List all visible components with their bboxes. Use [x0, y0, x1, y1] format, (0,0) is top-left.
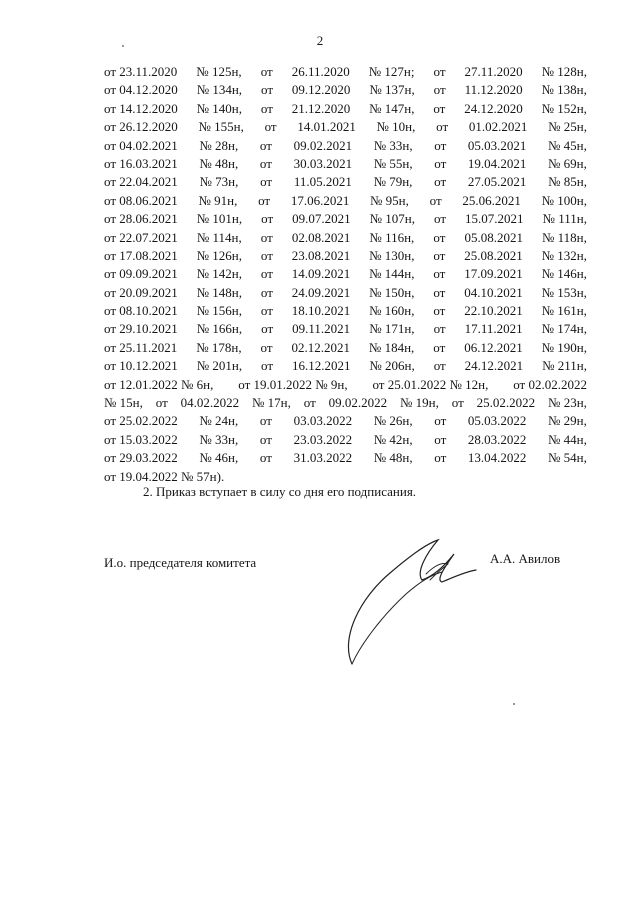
line-token: от 25.01.2022 № 12н, — [372, 376, 489, 392]
line-token: от 26.12.2020 — [104, 119, 178, 135]
line-token: от — [258, 192, 271, 208]
text-line — [104, 63, 587, 81]
line-token: от 16.03.2021 — [104, 155, 178, 171]
line-token: 01.02.2021 — [468, 119, 528, 135]
line-token: № 211н, — [542, 358, 587, 374]
line-token: 27.05.2021 — [467, 174, 527, 190]
text-line — [104, 265, 587, 283]
line-token: № 178н, — [196, 339, 242, 355]
line-token: от — [434, 174, 447, 190]
line-token: № 150н, — [369, 284, 415, 300]
line-token: 15.07.2021 — [465, 211, 524, 227]
line-token: от — [260, 303, 273, 319]
text-line — [104, 173, 587, 191]
text-line — [104, 357, 587, 375]
line-token: № 155н, — [198, 119, 244, 135]
line-token: 09.11.2021 — [292, 321, 351, 337]
line-token: от — [434, 413, 447, 429]
line-token: № 17н, — [252, 395, 291, 411]
line-token: от — [259, 155, 272, 171]
line-token: 25.06.2021 — [462, 192, 521, 208]
line-token: № 48н, — [373, 450, 413, 466]
line-token: № 44н, — [548, 431, 587, 447]
line-token: от — [260, 174, 273, 190]
line-token: от — [303, 395, 316, 411]
text-line — [104, 137, 587, 155]
line-token: от — [155, 395, 168, 411]
line-token: от 25.02.2022 — [104, 413, 178, 429]
line-token: № 15н, — [104, 395, 143, 411]
line-token: от — [433, 229, 446, 245]
line-token: № 201н, — [196, 358, 243, 374]
line-token: 22.10.2021 — [464, 303, 523, 319]
line-token: от — [260, 266, 273, 282]
line-token: № 148н, — [196, 284, 242, 300]
line-token: № 171н, — [369, 321, 415, 337]
line-token: № 156н, — [196, 303, 242, 319]
line-token: № 152н, — [541, 100, 587, 116]
line-token: от — [434, 450, 447, 466]
line-token: от 10.12.2021 — [104, 358, 178, 374]
line-token: 05.03.2022 — [467, 413, 527, 429]
line-token: 25.02.2022 — [476, 395, 536, 411]
line-token: 16.12.2021 — [291, 358, 351, 374]
line-token: № 24н, — [199, 413, 239, 429]
line-token: от — [433, 321, 446, 337]
line-token: № 114н, — [196, 229, 242, 245]
text-line — [104, 192, 587, 210]
text-line — [104, 394, 587, 412]
line-token: от 28.06.2021 — [104, 211, 178, 227]
line-token: № 55н, — [373, 155, 413, 171]
line-token: № 144н, — [369, 266, 415, 282]
text-line — [104, 247, 587, 265]
line-token: от 19.04.2022 № 57н). — [104, 468, 225, 484]
line-token: № 142н, — [196, 266, 242, 282]
line-token: № 132н, — [541, 247, 587, 263]
line-token: от 04.02.2021 — [104, 137, 178, 153]
line-token: № 26н, — [373, 413, 413, 429]
line-token: № 25н, — [548, 119, 587, 135]
line-token: № 138н, — [541, 82, 587, 98]
line-token: от 04.12.2020 — [104, 82, 178, 98]
line-token: № 95н, — [370, 192, 409, 208]
line-token: от 29.10.2021 — [104, 321, 178, 337]
line-token: 18.10.2021 — [291, 303, 351, 319]
line-token: 06.12.2021 — [464, 339, 523, 355]
line-token: от 14.12.2020 — [104, 100, 178, 116]
line-token: № 10н, — [376, 119, 416, 135]
line-token: 24.12.2021 — [464, 358, 524, 374]
line-token: от — [433, 64, 446, 79]
line-token: 04.02.2022 — [180, 395, 240, 411]
line-token: № 160н, — [369, 303, 415, 319]
signatory-name: А.А. Авилов — [490, 551, 561, 566]
line-token: № 127н; — [368, 64, 415, 79]
line-token: от 22.07.2021 — [104, 229, 178, 245]
line-token: от — [260, 339, 273, 355]
line-token: от 02.02.2022 — [513, 376, 587, 392]
line-token: от 08.06.2021 — [104, 192, 178, 208]
line-token: № 118н, — [542, 229, 587, 245]
signatory-title: И.о. председателя комитета — [104, 555, 257, 570]
line-token: № 85н, — [548, 174, 587, 190]
line-token: № 19н, — [400, 395, 439, 411]
line-token: № 146н, — [541, 266, 587, 282]
line-token: от — [429, 192, 442, 208]
line-token: № 190н, — [541, 339, 587, 355]
text-line — [104, 339, 587, 357]
line-token: 25.08.2021 — [464, 247, 523, 263]
line-token: от — [434, 431, 447, 447]
line-token: от 17.08.2021 — [104, 247, 178, 263]
line-token: № 48н, — [199, 155, 239, 171]
line-token: 28.03.2022 — [467, 431, 527, 447]
line-token: от 23.11.2020 — [104, 64, 178, 79]
line-token: от 19.01.2022 № 9н, — [238, 376, 348, 392]
line-token: № 101н, — [196, 211, 243, 227]
line-token: № 33н, — [199, 431, 239, 447]
line-token: 09.07.2021 — [292, 211, 351, 227]
line-token: от — [436, 119, 449, 135]
text-line — [104, 210, 587, 228]
line-token: № 116н, — [369, 229, 415, 245]
line-token: № 45н, — [548, 137, 587, 153]
line-token: № 126н, — [196, 247, 242, 263]
line-token: № 79н, — [373, 174, 413, 190]
line-token: 24.09.2021 — [291, 284, 351, 300]
line-token: 09.02.2021 — [293, 137, 353, 153]
line-token: № 29н, — [548, 413, 587, 429]
order-list — [104, 63, 587, 486]
line-token: 14.09.2021 — [291, 266, 351, 282]
line-token: от — [434, 211, 447, 227]
line-token: № 33н, — [373, 137, 413, 153]
line-token: 05.03.2021 — [467, 137, 527, 153]
line-token: № 134н, — [196, 82, 243, 98]
page-number: 2 — [316, 33, 324, 48]
line-token: 17.11.2021 — [464, 321, 523, 337]
text-line — [104, 155, 587, 173]
text-line — [104, 81, 587, 99]
text-line — [104, 302, 587, 320]
line-token: 23.08.2021 — [291, 247, 351, 263]
item-2-text: 2. Приказ вступает в силу со дня его подписания. — [143, 484, 417, 499]
line-token: № 69н, — [548, 155, 587, 171]
line-token: от 29.03.2022 — [104, 450, 178, 466]
line-token: № 42н, — [373, 431, 413, 447]
line-token: от — [433, 247, 446, 263]
line-token: 24.12.2020 — [464, 100, 523, 116]
line-token: от — [259, 413, 272, 429]
line-token: от — [433, 358, 446, 374]
line-token: от 12.01.2022 № 6н, — [104, 376, 214, 392]
line-token: от — [260, 229, 273, 245]
line-token: 11.12.2020 — [464, 82, 523, 98]
line-token: от — [433, 266, 446, 282]
line-token: от — [433, 82, 446, 98]
line-token: от — [259, 137, 272, 153]
line-token: № 100н, — [541, 192, 587, 208]
line-token: от — [434, 155, 447, 171]
line-token: от — [261, 358, 274, 374]
line-token: от 22.04.2021 — [104, 174, 178, 190]
line-token: № 153н, — [541, 284, 587, 300]
line-token: от — [260, 284, 273, 300]
line-token: от — [451, 395, 464, 411]
line-token: от 15.03.2022 — [104, 431, 178, 447]
line-token: 02.08.2021 — [291, 229, 351, 245]
line-token: от 08.10.2021 — [104, 303, 178, 319]
line-token: от 25.11.2021 — [104, 339, 178, 355]
line-token: 11.05.2021 — [293, 174, 352, 190]
line-token: от — [260, 247, 273, 263]
line-token: от 20.09.2021 — [104, 284, 178, 300]
line-token: № 107н, — [369, 211, 416, 227]
line-token: № 137н, — [369, 82, 415, 98]
line-token: от — [259, 450, 272, 466]
line-token: от — [433, 284, 446, 300]
handwritten-signature — [330, 528, 490, 668]
text-line — [104, 284, 587, 302]
line-token: от — [260, 82, 273, 98]
line-token: от — [434, 137, 447, 153]
line-token: № 161н, — [541, 303, 587, 319]
text-line — [104, 449, 587, 467]
line-token: № 125н, — [196, 64, 242, 79]
scan-speck — [122, 45, 124, 47]
line-token: № 91н, — [198, 192, 238, 208]
line-token: от — [433, 303, 446, 319]
line-token: от — [433, 339, 446, 355]
line-token: 09.12.2020 — [291, 82, 351, 98]
line-token: от — [260, 100, 273, 116]
line-token: от — [259, 431, 272, 447]
line-token: № 147н, — [369, 100, 415, 116]
scan-speck — [513, 703, 515, 705]
line-token: от 09.09.2021 — [104, 266, 178, 282]
line-token: 21.12.2020 — [291, 100, 351, 116]
line-token: № 130н, — [369, 247, 415, 263]
line-token: 04.10.2021 — [464, 284, 523, 300]
line-token: 17.09.2021 — [464, 266, 523, 282]
line-token: 30.03.2021 — [293, 155, 353, 171]
line-token: 02.12.2021 — [291, 339, 350, 355]
line-token: № 128н, — [541, 64, 587, 79]
text-line — [104, 320, 587, 338]
line-token: № 140н, — [196, 100, 242, 116]
line-token: от — [261, 211, 274, 227]
line-token: № 166н, — [196, 321, 243, 337]
text-line — [104, 376, 587, 394]
line-token: № 184н, — [368, 339, 415, 355]
line-token: 05.08.2021 — [464, 229, 523, 245]
line-token: 17.06.2021 — [290, 192, 350, 208]
line-token: от — [433, 100, 446, 116]
text-line — [104, 229, 587, 247]
line-token: № 174н, — [541, 321, 587, 337]
line-token: № 28н, — [199, 137, 239, 153]
text-line — [104, 100, 587, 118]
line-token: от — [264, 119, 277, 135]
line-token: 13.04.2022 — [467, 450, 527, 466]
line-token: 14.01.2021 — [297, 119, 356, 135]
line-token: от — [261, 321, 274, 337]
text-line — [104, 431, 587, 449]
line-token: № 111н, — [542, 211, 587, 227]
line-token: 26.11.2020 — [291, 64, 350, 79]
line-token: 31.03.2022 — [293, 450, 353, 466]
line-token: 03.03.2022 — [293, 413, 353, 429]
line-token: № 73н, — [199, 174, 239, 190]
line-token: от — [260, 64, 273, 79]
text-line — [104, 118, 587, 136]
line-token: № 206н, — [369, 358, 415, 374]
line-token: № 46н, — [199, 450, 239, 466]
line-token: 23.03.2022 — [293, 431, 353, 447]
line-token: № 23н, — [548, 395, 587, 411]
line-token: № 54н, — [548, 450, 587, 466]
line-token: 27.11.2020 — [464, 64, 523, 79]
line-token: 09.02.2022 — [328, 395, 388, 411]
line-token: 19.04.2021 — [467, 155, 527, 171]
text-line — [104, 412, 587, 430]
